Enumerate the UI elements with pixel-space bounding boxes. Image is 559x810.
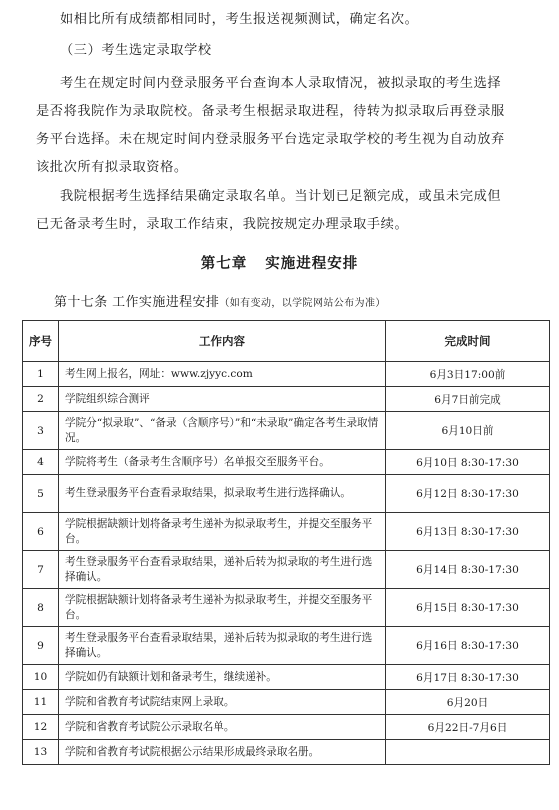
row-time: 6月13日 8:30-17:30: [386, 513, 550, 551]
row-time: 6月3日17:00前: [386, 362, 550, 387]
header-time: 完成时间: [386, 321, 550, 362]
chapter-title: 实施进程安排: [265, 256, 359, 272]
row-number: 3: [23, 412, 59, 450]
paragraph-line: 已无备录考生时，录取工作结束，我院按规定办理录取手续。: [36, 217, 409, 232]
section-heading: （三）考生选定录取学校: [60, 43, 212, 58]
row-number: 13: [23, 740, 59, 765]
row-time: 6月20日: [386, 690, 550, 715]
table-row: [23, 475, 550, 513]
row-content: 考生网上报名，网址：www.zjyyc.com: [59, 362, 386, 387]
table-row: [23, 387, 550, 412]
row-time: 6月22日-7月6日: [386, 715, 550, 740]
paragraph-line: 考生在规定时间内登录服务平台查询本人录取情况，被拟录取的考生选择: [60, 76, 502, 91]
article-heading: [54, 291, 386, 310]
row-time: 6月10日 8:30-17:30: [386, 450, 550, 475]
row-number: 2: [23, 387, 59, 412]
table-row: [23, 412, 550, 450]
row-content: 学院分“拟录取”、“备录（含顺序号）”和“未录取”确定各考生录取情况。: [59, 412, 386, 450]
paragraph-line: 该批次所有拟录取资格。: [36, 160, 188, 175]
article-label: 第十七条 工作实施进程安排: [54, 295, 220, 310]
row-time: 6月17日 8:30-17:30: [386, 665, 550, 690]
row-time: 6月12日 8:30-17:30: [386, 475, 550, 513]
table-row: [23, 665, 550, 690]
row-content: 考生登录服务平台查看录取结果，递补后转为拟录取的考生进行选择确认。: [59, 551, 386, 589]
row-time: 6月7日前完成: [386, 387, 550, 412]
row-content: 学院和省教育考试院结束网上录取。: [59, 690, 386, 715]
row-time: 6月16日 8:30-17:30: [386, 627, 550, 665]
table-row: [23, 362, 550, 387]
paragraph-line: 是否将我院作为录取院校。备录考生根据录取进程，待转为拟录取后再登录服: [36, 104, 505, 119]
header-number: 序号: [23, 321, 59, 362]
row-number: 12: [23, 715, 59, 740]
row-content: 考生登录服务平台查看录取结果，拟录取考生进行选择确认。: [59, 475, 386, 513]
paragraph-line: 我院根据考生选择结果确定录取名单。当计划已足额完成，或虽未完成但: [60, 189, 502, 204]
row-content: 学院根据缺额计划将备录考生递补为拟录取考生，并提交至服务平台。: [59, 513, 386, 551]
row-content: 学院如仍有缺额计划和备录考生，继续递补。: [59, 665, 386, 690]
row-number: 8: [23, 589, 59, 627]
row-content: 学院组织综合测评: [59, 387, 386, 412]
row-number: 10: [23, 665, 59, 690]
table-row: [23, 551, 550, 589]
paragraph-line: 务平台选择。未在规定时间内登录服务平台选定录取学校的考生视为自动放弃: [36, 132, 505, 147]
table-row: [23, 715, 550, 740]
table-row: [23, 690, 550, 715]
row-number: 6: [23, 513, 59, 551]
row-number: 1: [23, 362, 59, 387]
row-number: 7: [23, 551, 59, 589]
row-number: 4: [23, 450, 59, 475]
schedule-table: [22, 320, 550, 765]
chapter-number: 第七章: [200, 256, 248, 272]
table-header-row: [23, 321, 550, 362]
table-row: [23, 589, 550, 627]
row-content: 学院将考生（备录考生含顺序号）名单报交至服务平台。: [59, 450, 386, 475]
row-content: 考生登录服务平台查看录取结果，递补后转为拟录取的考生进行选择确认。: [59, 627, 386, 665]
row-number: 9: [23, 627, 59, 665]
table-row: [23, 513, 550, 551]
table-row: [23, 627, 550, 665]
table-row: [23, 740, 550, 765]
row-content: 学院和省教育考试院公示录取名单。: [59, 715, 386, 740]
chapter-heading: [0, 252, 559, 273]
row-number: 11: [23, 690, 59, 715]
row-time: 6月10日前: [386, 412, 550, 450]
header-content: 工作内容: [59, 321, 386, 362]
paragraph-tiebreak: 如相比所有成绩都相同时，考生报送视频测试，确定名次。: [60, 12, 419, 27]
table-row: [23, 450, 550, 475]
row-content: 学院根据缺额计划将备录考生递补为拟录取考生，并提交至服务平台。: [59, 589, 386, 627]
row-time: [386, 740, 550, 765]
row-content: 学院和省教育考试院根据公示结果形成最终录取名册。: [59, 740, 386, 765]
row-time: 6月14日 8:30-17:30: [386, 551, 550, 589]
row-time: 6月15日 8:30-17:30: [386, 589, 550, 627]
article-note: （如有变动，以学院网站公布为准）: [219, 298, 386, 309]
row-number: 5: [23, 475, 59, 513]
